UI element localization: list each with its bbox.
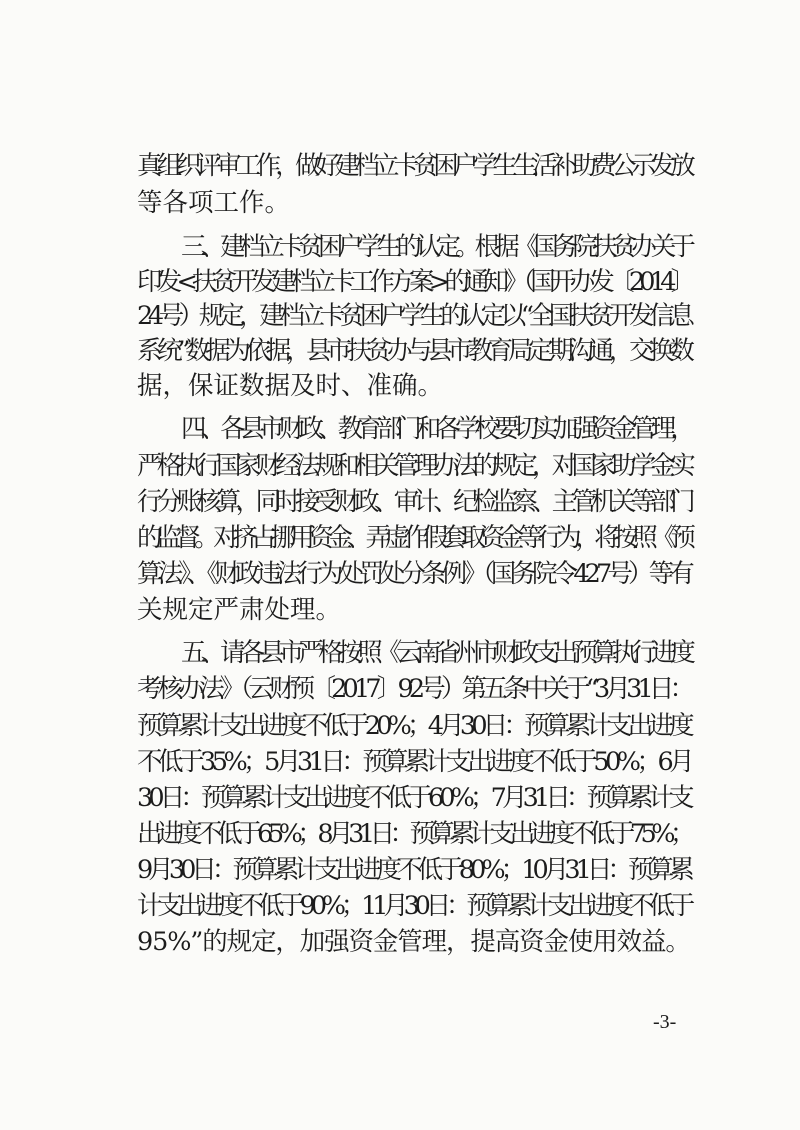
text-line: 真组织评审工作，做好建档立卡贫困户学生生活补助费公示发放 <box>137 151 691 181</box>
text-line: 24号）规定，建档立卡贫困户学生的认定以“全国扶贫开发信息 <box>137 301 690 331</box>
text-line: 预算累计支出进度不低于20%；4月30日：预算累计支出进度 <box>137 711 690 741</box>
text-line: 行分账核算，同时接受财政、审计、纪检监察、主管机关等部门 <box>137 487 691 517</box>
text-line: 95%”的规定，加强资金管理，提高资金使用效益。 <box>137 927 690 957</box>
text-line: 三、建档立卡贫困户学生的认定。根据《国务院扶贫办关于 <box>181 232 691 262</box>
text-line: 四、各县市财政、教育部门和各学校要切实加强资金管理， <box>181 414 691 444</box>
text-line: 考核办法》（云财预〔2017〕92号）第五条中关于“3月31日： <box>137 674 691 704</box>
text-line: 印发<扶贫开发建档立卡工作方案>的通知》（国开办发〔2014〕 <box>137 267 691 297</box>
text-line: 不低于35%；5月31日：预算累计支出进度不低于50%；6月 <box>137 747 691 777</box>
text-line: 30日：预算累计支出进度不低于60%；7月31日：预算累计支 <box>137 783 690 813</box>
page-number: -3- <box>653 1011 677 1033</box>
text-line: 等各项工作。 <box>137 188 291 218</box>
text-line: 出进度不低于65%；8月31日：预算累计支出进度不低于75%； <box>137 819 691 849</box>
text-line: 9月30日：预算累计支出进度不低于80%；10月31日：预算累 <box>137 855 690 885</box>
text-line: 的监督。对挤占挪用资金、弄虚作假套取资金等行为，将按照《预 <box>137 523 690 553</box>
text-line: 五、请各县市严格按照《云南省州市财政支出预算执行进度 <box>181 638 691 668</box>
text-line: 据，保证数据及时、准确。 <box>137 371 444 401</box>
text-line: 关规定严肃处理。 <box>137 595 342 625</box>
text-line: 系统”数据为依据，县市扶贫办与县市教育局定期沟通，交换数 <box>137 336 690 366</box>
text-line: 算法》、《财政违法行为处罚处分条例》（国务院令427号）等有 <box>137 559 690 589</box>
text-line: 计支出进度不低于90%；11月30日：预算累计支出进度不低于 <box>137 891 691 921</box>
text-line: 严格执行国家财经法规和相关管理办法的规定，对国家助学金实 <box>137 451 691 481</box>
